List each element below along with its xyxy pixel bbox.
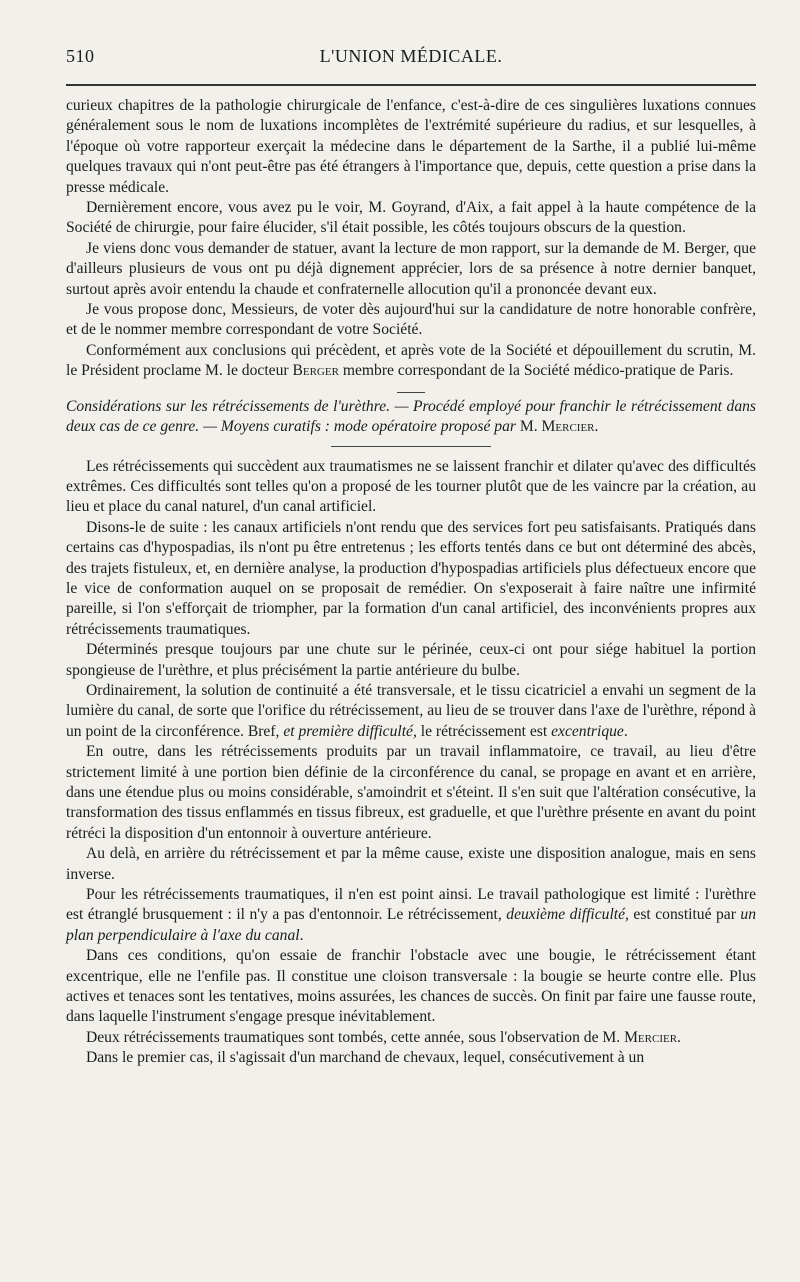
article-title — [66, 397, 756, 438]
traumatiques-text: Pour les rétrécissements traumatiques, il n'en est point ainsi. Le travail pathologique est limité : l'urèthre est étranglé brusquement : il n'y a pas d'entonnoir. Le rétrécissement, — [66, 886, 756, 924]
vote-text-after: membre correspondant de la Société médico-pratique de Paris. — [338, 362, 734, 380]
paragraph-deux-retrecissements — [66, 1028, 756, 1048]
ordinairement-em1: et première difficulté, — [283, 722, 417, 740]
journal-title: L'UNION MÉDICALE. — [319, 46, 503, 66]
article-author-prefix: M. — [519, 418, 542, 436]
paragraph-ordinairement — [66, 681, 756, 742]
deux-text: Deux rétrécissements traumatiques sont tombés, cette année, sous l'observation de M. — [86, 1028, 625, 1046]
vote-text-before: Conformément aux conclusions qui précèdent, et après vote de la Société et dépouillement du scrutin, M. le Président proclame M. le docteur — [66, 341, 756, 380]
deux-end: . — [677, 1028, 681, 1046]
member-name: Berger — [292, 362, 339, 380]
header-rule — [66, 84, 756, 86]
paragraph-proposition: Je vous propose donc, Messieurs, de voter dès aujourd'hui sur la candidature de notre honorable confrère, et de le nommer membre correspondant de votre Société. — [66, 301, 756, 339]
running-head — [66, 42, 756, 72]
traumatiques-end: . — [299, 926, 304, 944]
page-number: 510 — [66, 46, 95, 66]
article-title-end: . — [594, 418, 599, 436]
paragraph-continuation: curieux chapitres de la pathologie chirurgicale de l'enfance, c'est-à-dire de ces singulières luxations connues généralement sous le nom de luxations incomplètes de l'extrémité supérieure du radius, et sur lesquelles, à l'époque où votre rapporteur exerçait la médecine dans le département de la Sarthe, il a publié lui-même quelques travaux qui n'ont peut-être pas été étrangers à l'importance que, depuis, cette question a prise dans la presse médicale. — [66, 97, 756, 196]
paragraph-en-outre: En outre, dans les rétrécissements produits par un travail inflammatoire, ce travail, au lieu d'être strictement limité à une portion bien définie de la circonférence du canal, se propage en avant et en arrière, dans une étendue plus ou moins considérable, s'amoindrit et s'éteint. Il s'en suit que l'altération consécutive, la transformation des tissus enflammés en tissus fibreux, est graduelle, et que l'urèthre présente en avant du point rétréci la disposition d'un entonnoir à ouverture antérieure. — [66, 743, 756, 842]
ordinairement-text: Ordinairement, la solution de continuité a été transversale, et le tissu cicatriciel a envahi un segment de la lumière du canal, de sorte que l'orifice du rétrécissement, au lieu de se trouver dans l'axe de l'urèthre, répond à un point de la circonférence. Bref, — [66, 681, 756, 740]
section-separator — [397, 392, 425, 393]
paragraph-traumatiques — [66, 885, 756, 946]
paragraph-conditions: Dans ces conditions, qu'on essaie de franchir l'obstacle avec une bougie, le rétrécissement étant excentrique, elle ne l'enfile pas. Il constitue une cloison transversale : la bougie se heurte contre elle. Plus actives et tenaces sont les tentatives, moins assurées, les chances de succès. On finit par faire une fausse route, dans laquelle l'instrument s'engage presque inévitablement. — [66, 947, 756, 1026]
paragraph-determines: Déterminés presque toujours par une chute sur le périnée, ceux-ci ont pour siége habituel la portion spongieuse de l'urèthre, et plus précisément la partie antérieure du bulbe. — [66, 641, 756, 679]
article-title-text: Considérations sur les rétrécissements de l'urèthre. — Procédé employé pour franchir le rétrécissement dans deux cas de ce genre. — Moyens curatifs : mode opératoire proposé par — [66, 397, 756, 436]
title-rule — [331, 446, 491, 447]
paragraph-au-dela: Au delà, en arrière du rétrécissement et par la même cause, existe une disposition analogue, mais en sens inverse. — [66, 845, 756, 883]
traumatiques-em1: deuxième difficulté, — [506, 906, 629, 924]
traumatiques-em2: un plan perpendiculaire à l'axe du canal — [66, 906, 756, 944]
ordinairement-end: . — [623, 722, 628, 740]
traumatiques-middle: est constitué par — [628, 906, 741, 924]
paragraph-premier-cas: Dans le premier cas, il s'agissait d'un marchand de chevaux, lequel, consécutivement à un — [86, 1049, 645, 1067]
observer-name: Mercier — [624, 1028, 678, 1046]
paragraph-canaux-artificiels: Disons-le de suite : les canaux artificiels n'ont rendu que des services fort peu satisfaisants. Pratiqués dans certains cas d'hypospadias, ils n'ont pu être entretenus ; les efforts tentés dans ce but ont déterminé des abcès, des trajets fistuleux, et, en dernière analyse, la production d'hypospadias artificiels plus défectueux encore que le vice de conformation auquel on se proposait de remédier. On s'exposerait à faire naître une infirmité pareille, si l'on s'efforçait de triompher, par la formation d'un canal artificiel, des inconvénients propres aux rétrécissements traumatiques. — [66, 518, 756, 638]
ordinairement-middle: le rétrécissement est — [416, 722, 552, 740]
paragraph-demande: Je viens donc vous demander de statuer, avant la lecture de mon rapport, sur la demande de M. Berger, que d'ailleurs plusieurs de vous ont pu déjà dignement apprécier, lors de sa présence à notre dernier banquet, surtout après avoir entendu la chaude et confraternelle allocution qu'il a prononcée devant eux. — [66, 239, 756, 298]
ordinairement-em2: excentrique — [551, 722, 624, 740]
paragraph-vote — [66, 341, 756, 382]
article-author-name: Mercier — [541, 418, 595, 436]
paragraph-goyrand: Dernièrement encore, vous avez pu le voir, M. Goyrand, d'Aix, a fait appel à la haute compétence de la Société de chirurgie, pour faire élucider, s'il était possible, les côtés toujours obscurs de la question. — [66, 199, 756, 237]
paragraph-retrecissements: Les rétrécissements qui succèdent aux traumatismes ne se laissent franchir et dilater qu'avec des difficultés extrêmes. Ces difficultés sont telles qu'on a proposé de les tourner plutôt que de les vaincre par la création, au lieu et place du canal naturel, d'un canal artificiel. — [66, 457, 756, 516]
